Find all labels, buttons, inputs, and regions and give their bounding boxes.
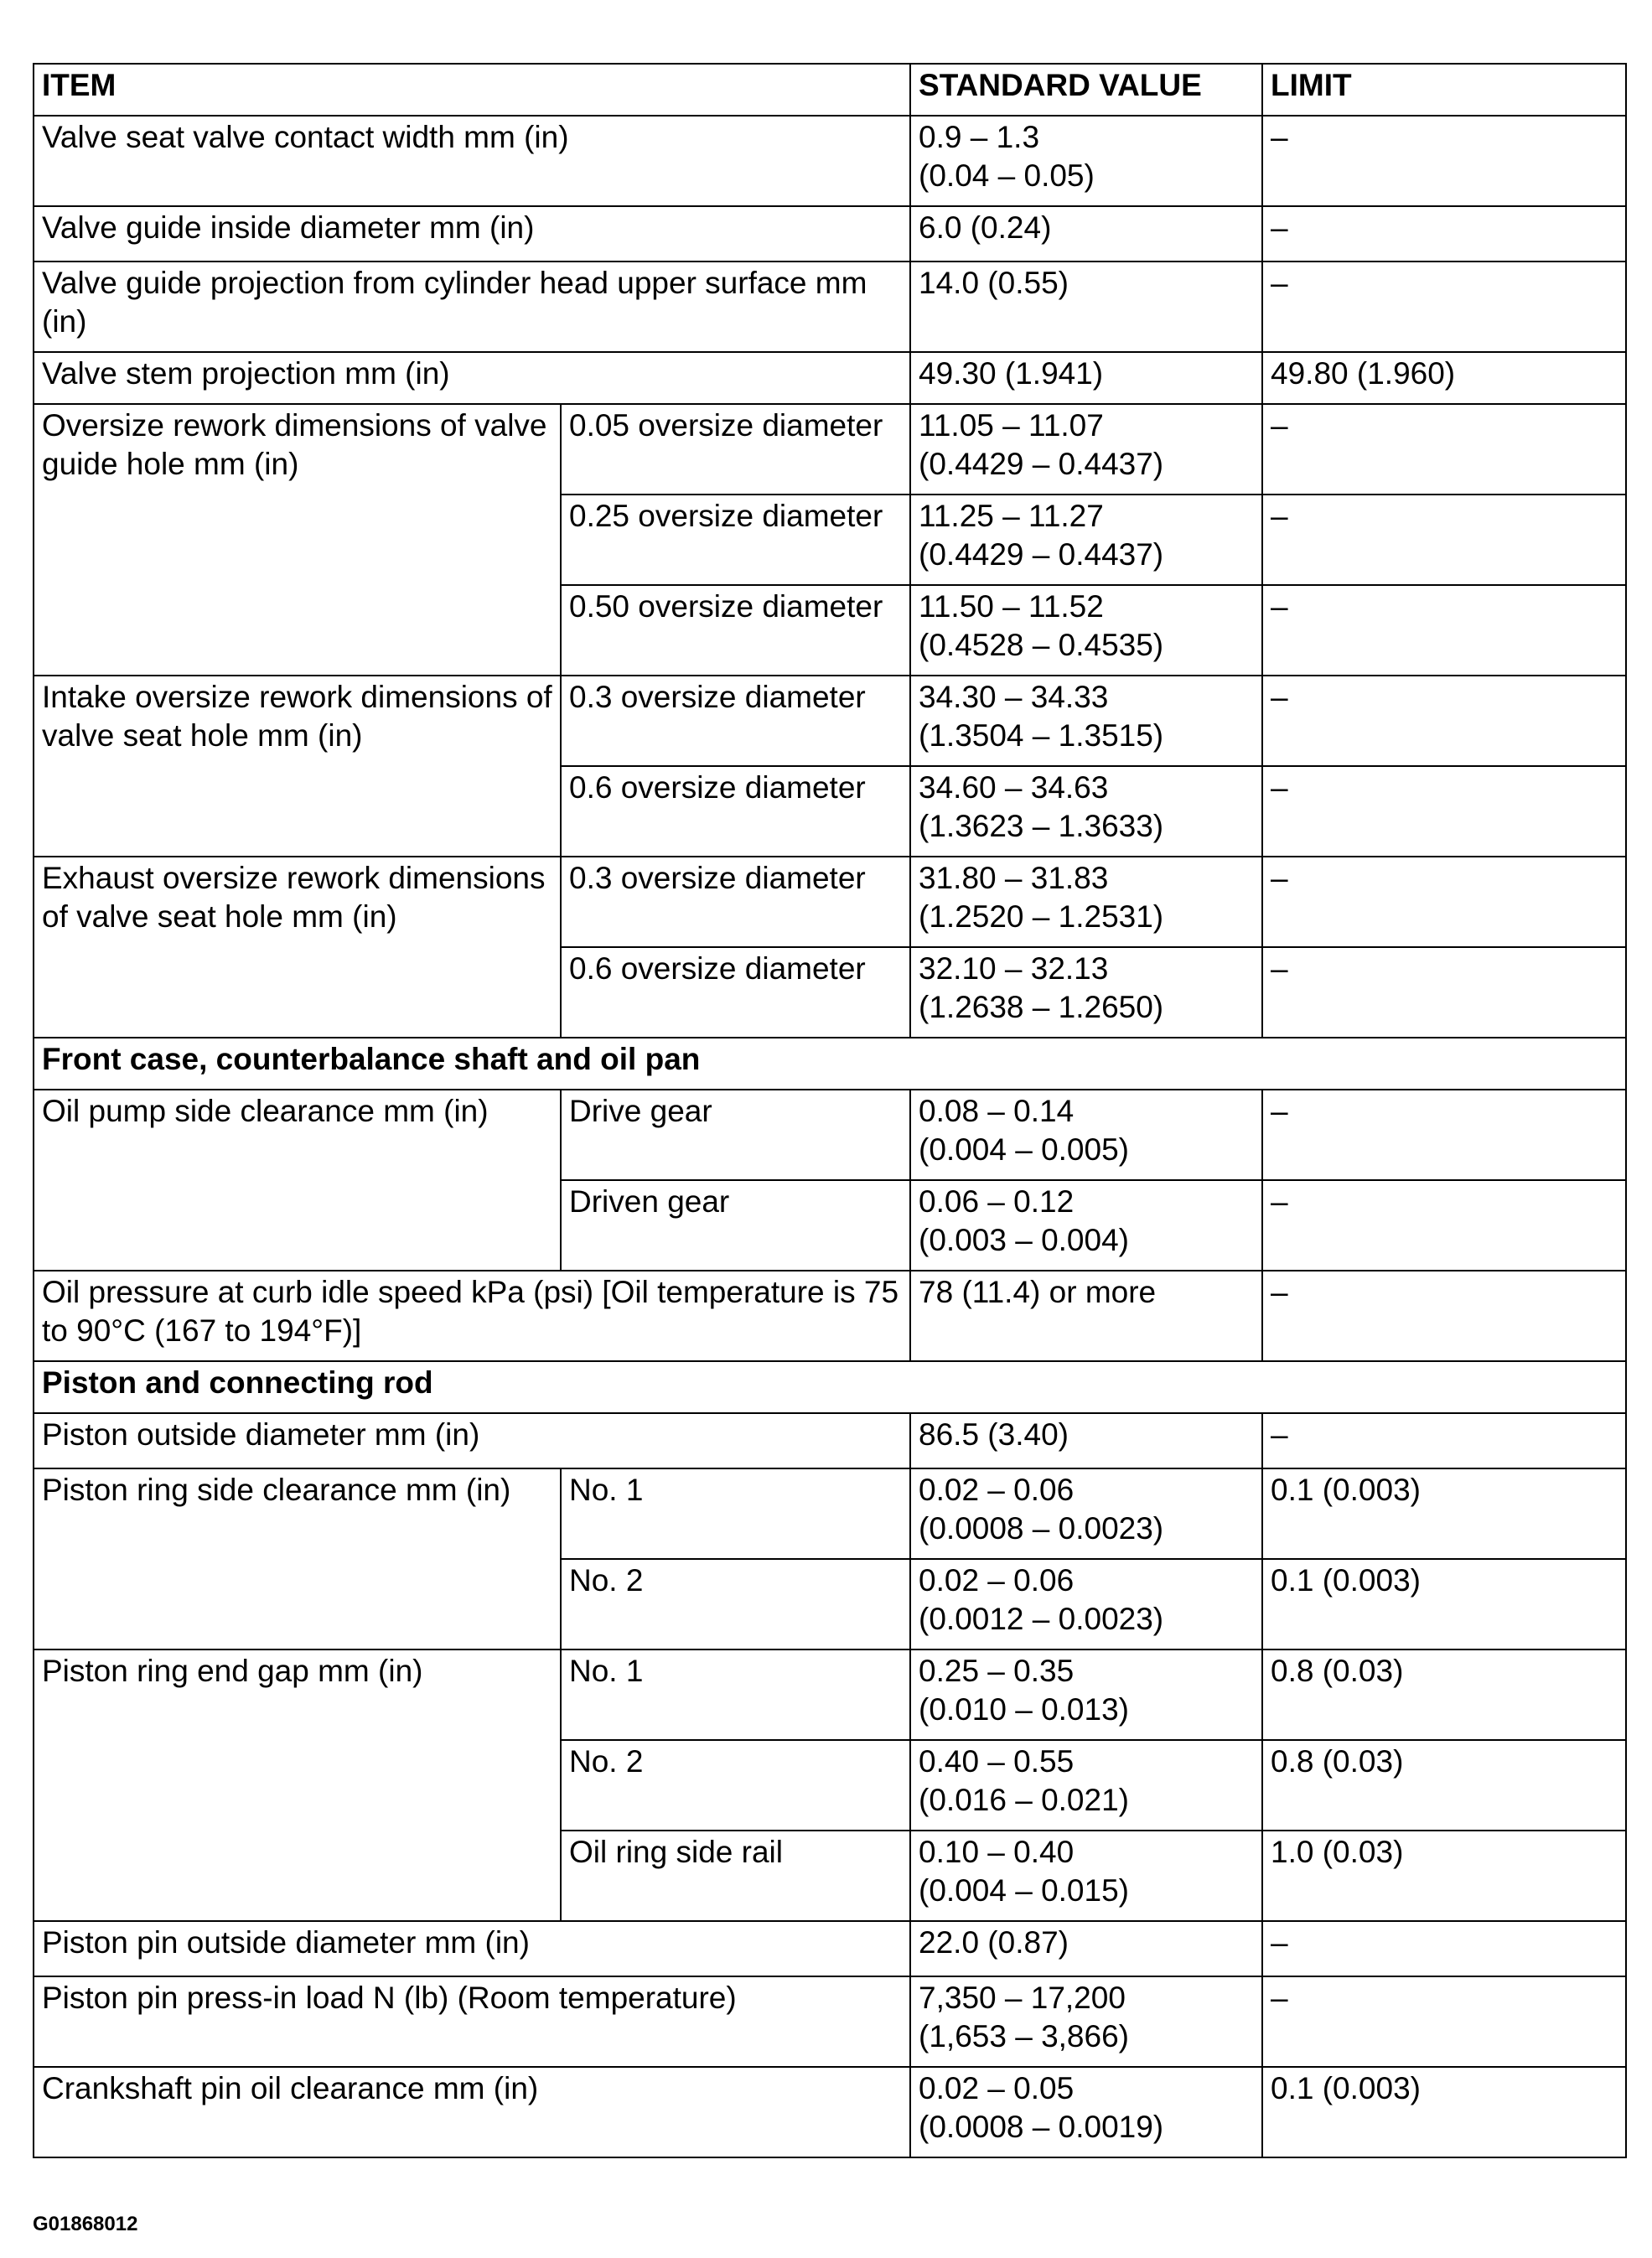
section-heading: Front case, counterbalance shaft and oil pan [34, 1038, 1626, 1090]
sub-item-cell: 0.6 oversize diameter [561, 766, 910, 857]
standard-value-in: (1.2520 – 1.2531) [919, 899, 1164, 934]
standard-value-in: (0.010 – 0.013) [919, 1692, 1129, 1727]
limit-cell: 0.8 (0.03) [1262, 1649, 1626, 1740]
standard-value-cell [910, 2067, 1262, 2157]
figure-id: G01868012 [33, 2213, 138, 2235]
standard-value-cell [910, 1559, 1262, 1649]
standard-value-cell: 78 (11.4) or more [910, 1271, 1262, 1361]
standard-value-mm: 0.02 – 0.06 [919, 1473, 1075, 1507]
item-cell: Crankshaft pin oil clearance mm (in) [34, 2067, 910, 2157]
limit-cell: – [1262, 1271, 1626, 1361]
table-row [34, 352, 1626, 404]
standard-value-mm: 0.25 – 0.35 [919, 1654, 1075, 1688]
standard-value-mm: 11.25 – 11.27 [919, 499, 1104, 533]
limit-cell: – [1262, 1180, 1626, 1271]
sub-item-cell: 0.05 oversize diameter [561, 404, 910, 495]
standard-value-mm: 11.05 – 11.07 [919, 408, 1104, 443]
standard-value-cell: 14.0 (0.55) [910, 262, 1262, 352]
standard-value-in: (0.004 – 0.015) [919, 1873, 1129, 1908]
standard-value-cell [910, 585, 1262, 676]
limit-cell: – [1262, 404, 1626, 495]
standard-value-cell [910, 116, 1262, 206]
item-cell: Oversize rework dimensions of valve guide hole mm (in) [34, 404, 561, 676]
standard-value-in: (0.04 – 0.05) [919, 158, 1095, 193]
item-cell: Exhaust oversize rework dimensions of valve seat hole mm (in) [34, 857, 561, 1038]
table-row [34, 1649, 1626, 1740]
standard-value-mm: 0.40 – 0.55 [919, 1744, 1075, 1779]
item-cell: Valve guide inside diameter mm (in) [34, 206, 910, 262]
limit-cell: – [1262, 262, 1626, 352]
limit-cell: – [1262, 1976, 1626, 2067]
standard-value-in: (1.3504 – 1.3515) [919, 718, 1164, 753]
limit-cell: – [1262, 947, 1626, 1038]
sub-item-cell: Oil ring side rail [561, 1831, 910, 1921]
item-cell: Valve seat valve contact width mm (in) [34, 116, 910, 206]
standard-value-mm: 0.02 – 0.06 [919, 1563, 1075, 1598]
item-cell: Piston ring end gap mm (in) [34, 1649, 561, 1921]
item-cell: Piston ring side clearance mm (in) [34, 1468, 561, 1649]
limit-cell: 49.80 (1.960) [1262, 352, 1626, 404]
standard-value-cell [910, 1180, 1262, 1271]
sub-item-cell: 0.3 oversize diameter [561, 857, 910, 947]
item-cell: Oil pump side clearance mm (in) [34, 1090, 561, 1271]
sub-item-cell: No. 2 [561, 1740, 910, 1831]
standard-value-cell [910, 947, 1262, 1038]
table-row [34, 1468, 1626, 1559]
standard-value-cell: 86.5 (3.40) [910, 1413, 1262, 1468]
standard-value-cell [910, 1649, 1262, 1740]
standard-value-mm: 0.06 – 0.12 [919, 1184, 1075, 1219]
standard-value-mm: 0.10 – 0.40 [919, 1835, 1075, 1869]
standard-value-lb: (1,653 – 3,866) [919, 2019, 1129, 2053]
table-row [34, 1413, 1626, 1468]
table-row [34, 676, 1626, 766]
limit-cell: 0.1 (0.003) [1262, 1468, 1626, 1559]
standard-value-cell [910, 676, 1262, 766]
limit-cell: – [1262, 585, 1626, 676]
standard-value-n: 7,350 – 17,200 [919, 1981, 1126, 2015]
sub-item-cell: 0.3 oversize diameter [561, 676, 910, 766]
standard-value-cell [910, 1740, 1262, 1831]
table-row [34, 1921, 1626, 1976]
standard-value-cell [910, 1090, 1262, 1180]
item-cell: Piston pin outside diameter mm (in) [34, 1921, 910, 1976]
sub-item-cell: 0.6 oversize diameter [561, 947, 910, 1038]
standard-value-cell [910, 1831, 1262, 1921]
limit-cell: – [1262, 206, 1626, 262]
item-cell: Valve stem projection mm (in) [34, 352, 910, 404]
table-row [34, 404, 1626, 495]
standard-value-cell [910, 857, 1262, 947]
section-row [34, 1038, 1626, 1090]
standard-value-cell [910, 404, 1262, 495]
standard-value-cell [910, 1976, 1262, 2067]
standard-value-cell [910, 1468, 1262, 1559]
standard-value-mm: 0.9 – 1.3 [919, 120, 1040, 154]
header-limit: LIMIT [1262, 64, 1626, 116]
limit-cell: – [1262, 1413, 1626, 1468]
table-header-row [34, 64, 1626, 116]
table-row [34, 1271, 1626, 1361]
standard-value-in: (0.003 – 0.004) [919, 1223, 1129, 1257]
table-row [34, 1090, 1626, 1180]
standard-value-mm: 31.80 – 31.83 [919, 861, 1109, 895]
standard-value-in: (0.0012 – 0.0023) [919, 1602, 1164, 1636]
item-cell: Piston outside diameter mm (in) [34, 1413, 910, 1468]
standard-value-cell: 49.30 (1.941) [910, 352, 1262, 404]
standard-value-mm: 0.02 – 0.05 [919, 2071, 1075, 2105]
standard-value-mm: 34.60 – 34.63 [919, 770, 1109, 805]
table-row [34, 857, 1626, 947]
limit-cell: 0.1 (0.003) [1262, 2067, 1626, 2157]
spec-table [33, 63, 1627, 2158]
standard-value-in: (1.3623 – 1.3633) [919, 809, 1164, 843]
limit-cell: – [1262, 676, 1626, 766]
section-row [34, 1361, 1626, 1413]
standard-value-cell: 22.0 (0.87) [910, 1921, 1262, 1976]
standard-value-mm: 32.10 – 32.13 [919, 951, 1109, 986]
limit-cell: – [1262, 1090, 1626, 1180]
standard-value-in: (0.0008 – 0.0019) [919, 2110, 1164, 2144]
sub-item-cell: Drive gear [561, 1090, 910, 1180]
limit-cell: – [1262, 857, 1626, 947]
limit-cell: 0.1 (0.003) [1262, 1559, 1626, 1649]
table-row [34, 116, 1626, 206]
standard-value-in: (0.4429 – 0.4437) [919, 447, 1164, 481]
limit-cell: – [1262, 495, 1626, 585]
standard-value-mm: 0.08 – 0.14 [919, 1094, 1075, 1128]
limit-cell: – [1262, 766, 1626, 857]
section-heading: Piston and connecting rod [34, 1361, 1626, 1413]
standard-value-in: (0.016 – 0.021) [919, 1783, 1129, 1817]
table-row [34, 262, 1626, 352]
sub-item-cell: No. 1 [561, 1649, 910, 1740]
item-cell: Oil pressure at curb idle speed kPa (psi) [Oil temperature is 75 to 90°C (167 to 194°F)] [34, 1271, 910, 1361]
sub-item-cell: No. 2 [561, 1559, 910, 1649]
table-row [34, 206, 1626, 262]
limit-cell: – [1262, 116, 1626, 206]
limit-cell: 1.0 (0.03) [1262, 1831, 1626, 1921]
standard-value-in: (0.4528 – 0.4535) [919, 628, 1164, 662]
standard-value-mm: 11.50 – 11.52 [919, 589, 1104, 624]
header-item: ITEM [34, 64, 910, 116]
standard-value-cell [910, 495, 1262, 585]
sub-item-cell: Driven gear [561, 1180, 910, 1271]
standard-value-cell [910, 766, 1262, 857]
standard-value-in: (0.4429 – 0.4437) [919, 537, 1164, 572]
item-cell: Piston pin press-in load N (lb) (Room temperature) [34, 1976, 910, 2067]
header-standard-value: STANDARD VALUE [910, 64, 1262, 116]
standard-value-in: (0.004 – 0.005) [919, 1132, 1129, 1167]
standard-value-in: (1.2638 – 1.2650) [919, 990, 1164, 1024]
sub-item-cell: 0.25 oversize diameter [561, 495, 910, 585]
sub-item-cell: No. 1 [561, 1468, 910, 1559]
standard-value-in: (0.0008 – 0.0023) [919, 1511, 1164, 1546]
item-cell: Valve guide projection from cylinder head upper surface mm (in) [34, 262, 910, 352]
limit-cell: – [1262, 1921, 1626, 1976]
standard-value-cell: 6.0 (0.24) [910, 206, 1262, 262]
item-cell: Intake oversize rework dimensions of valve seat hole mm (in) [34, 676, 561, 857]
table-row [34, 1976, 1626, 2067]
sub-item-cell: 0.50 oversize diameter [561, 585, 910, 676]
table-row [34, 2067, 1626, 2157]
standard-value-mm: 34.30 – 34.33 [919, 680, 1109, 714]
limit-cell: 0.8 (0.03) [1262, 1740, 1626, 1831]
